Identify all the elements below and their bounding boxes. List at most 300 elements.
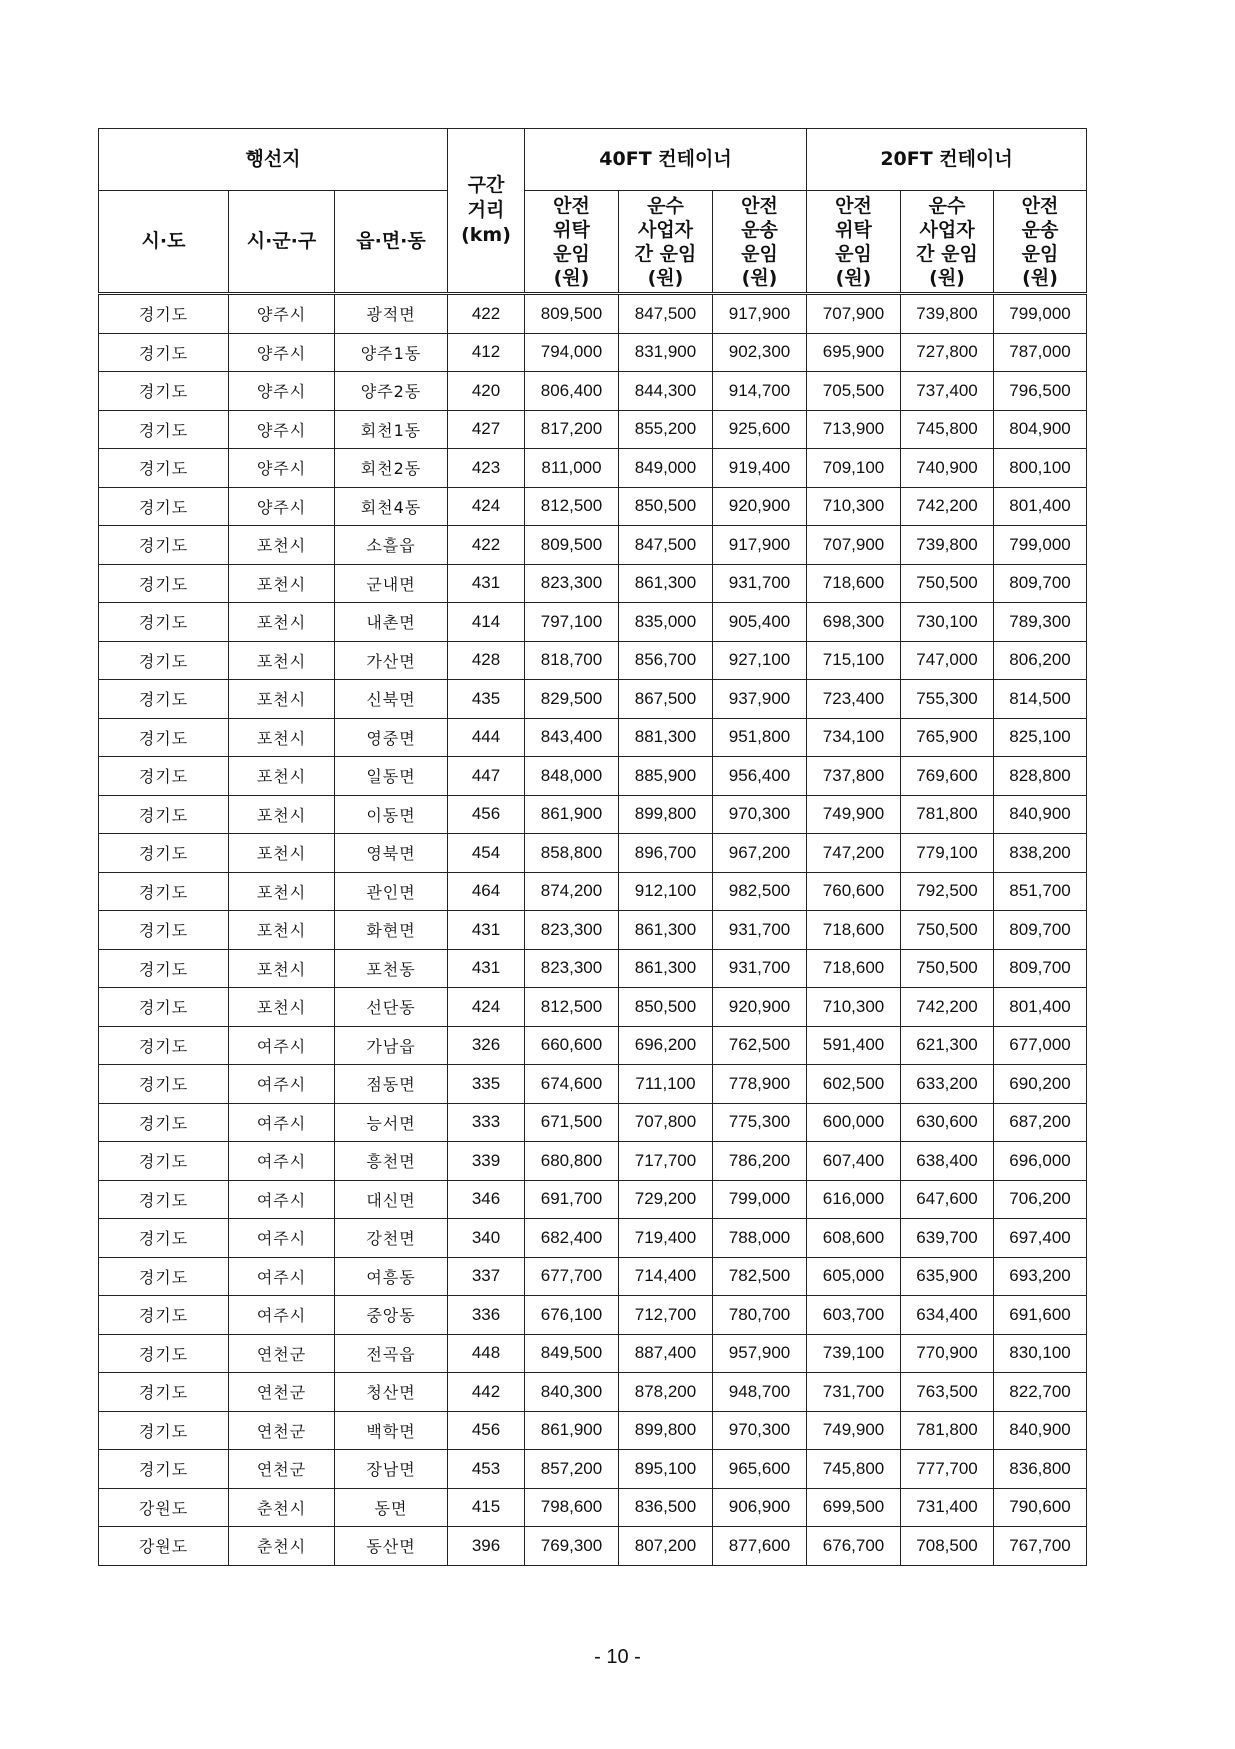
table-cell: 회천4동	[335, 487, 448, 526]
fare-subheader: 안전 운송 운임 (원)	[994, 191, 1087, 294]
table-cell: 835,000	[619, 603, 713, 642]
table-cell: 829,500	[525, 680, 619, 719]
table-row	[99, 333, 1087, 372]
table-cell: 717,700	[619, 1142, 713, 1181]
table-cell: 931,700	[713, 911, 807, 950]
table-cell: 333	[448, 1103, 525, 1142]
table-cell: 635,900	[901, 1257, 994, 1296]
table-cell: 856,700	[619, 641, 713, 680]
table-cell: 849,500	[525, 1334, 619, 1373]
table-cell: 경기도	[99, 1296, 229, 1335]
table-cell: 831,900	[619, 333, 713, 372]
table-cell: 817,200	[525, 410, 619, 449]
table-cell: 861,300	[619, 564, 713, 603]
fare-subheader: 안전 위탁 운임 (원)	[807, 191, 901, 294]
table-cell: 718,600	[807, 949, 901, 988]
table-cell: 591,400	[807, 1026, 901, 1065]
table-cell: 850,500	[619, 487, 713, 526]
table-cell: 799,000	[713, 1180, 807, 1219]
table-cell: 931,700	[713, 564, 807, 603]
table-cell: 여주시	[229, 1065, 335, 1104]
table-cell: 804,900	[994, 410, 1087, 449]
table-cell: 695,900	[807, 333, 901, 372]
table-row	[99, 1180, 1087, 1219]
table-cell: 797,100	[525, 603, 619, 642]
table-cell: 698,300	[807, 603, 901, 642]
table-cell: 734,100	[807, 718, 901, 757]
table-row	[99, 834, 1087, 873]
table-cell: 경기도	[99, 372, 229, 411]
table-cell: 737,800	[807, 757, 901, 796]
table-row	[99, 641, 1087, 680]
table-cell: 340	[448, 1219, 525, 1258]
table-cell: 927,100	[713, 641, 807, 680]
table-cell: 경기도	[99, 487, 229, 526]
table-cell: 967,200	[713, 834, 807, 873]
table-cell: 919,400	[713, 449, 807, 488]
table-cell: 844,300	[619, 372, 713, 411]
table-cell: 454	[448, 834, 525, 873]
table-cell: 855,200	[619, 410, 713, 449]
table-cell: 687,200	[994, 1103, 1087, 1142]
table-cell: 경기도	[99, 1257, 229, 1296]
table-cell: 799,000	[994, 526, 1087, 565]
table-cell: 917,900	[713, 526, 807, 565]
table-cell: 396	[448, 1527, 525, 1566]
table-cell: 777,700	[901, 1450, 994, 1489]
table-row	[99, 526, 1087, 565]
table-row	[99, 564, 1087, 603]
table-row	[99, 680, 1087, 719]
table-cell: 782,500	[713, 1257, 807, 1296]
table-cell: 742,200	[901, 988, 994, 1027]
table-cell: 858,800	[525, 834, 619, 873]
table-cell: 447	[448, 757, 525, 796]
table-cell: 중앙동	[335, 1296, 448, 1335]
table-cell: 676,100	[525, 1296, 619, 1335]
table-cell: 포천동	[335, 949, 448, 988]
table-cell: 602,500	[807, 1065, 901, 1104]
table-cell: 동산면	[335, 1527, 448, 1566]
table-cell: 422	[448, 526, 525, 565]
table-cell: 경기도	[99, 449, 229, 488]
table-cell: 424	[448, 988, 525, 1027]
table-cell: 906,900	[713, 1488, 807, 1527]
table-cell: 836,500	[619, 1488, 713, 1527]
table-row	[99, 1527, 1087, 1566]
table-cell: 660,600	[525, 1026, 619, 1065]
table-cell: 677,000	[994, 1026, 1087, 1065]
table-cell: 448	[448, 1334, 525, 1373]
table-cell: 634,400	[901, 1296, 994, 1335]
table-cell: 회천2동	[335, 449, 448, 488]
table-cell: 788,000	[713, 1219, 807, 1258]
table-cell: 339	[448, 1142, 525, 1181]
table-cell: 포천시	[229, 795, 335, 834]
table-cell: 600,000	[807, 1103, 901, 1142]
table-cell: 710,300	[807, 487, 901, 526]
table-cell: 798,600	[525, 1488, 619, 1527]
table-cell: 경기도	[99, 834, 229, 873]
table-cell: 755,300	[901, 680, 994, 719]
table-cell: 456	[448, 1411, 525, 1450]
table-cell: 710,300	[807, 988, 901, 1027]
fare-table	[98, 128, 1087, 1566]
table-cell: 포천시	[229, 641, 335, 680]
table-cell: 경기도	[99, 1026, 229, 1065]
sigungu-header: 시·군·구	[229, 191, 335, 294]
table-cell: 775,300	[713, 1103, 807, 1142]
table-cell: 849,000	[619, 449, 713, 488]
table-cell: 780,700	[713, 1296, 807, 1335]
table-cell: 914,700	[713, 372, 807, 411]
table-cell: 917,900	[713, 294, 807, 334]
table-cell: 414	[448, 603, 525, 642]
table-cell: 699,500	[807, 1488, 901, 1527]
table-cell: 포천시	[229, 564, 335, 603]
sido-header: 시·도	[99, 191, 229, 294]
table-cell: 823,300	[525, 949, 619, 988]
table-cell: 790,600	[994, 1488, 1087, 1527]
table-cell: 이동면	[335, 795, 448, 834]
table-cell: 회천1동	[335, 410, 448, 449]
table-cell: 861,900	[525, 1411, 619, 1450]
table-cell: 781,800	[901, 1411, 994, 1450]
table-cell: 730,100	[901, 603, 994, 642]
table-cell: 가산면	[335, 641, 448, 680]
table-cell: 847,500	[619, 526, 713, 565]
table-cell: 431	[448, 949, 525, 988]
table-cell: 781,800	[901, 795, 994, 834]
table-cell: 관인면	[335, 872, 448, 911]
table-cell: 326	[448, 1026, 525, 1065]
table-cell: 431	[448, 564, 525, 603]
table-cell: 951,800	[713, 718, 807, 757]
table-cell: 970,300	[713, 1411, 807, 1450]
table-cell: 포천시	[229, 526, 335, 565]
table-cell: 840,900	[994, 1411, 1087, 1450]
table-row	[99, 1142, 1087, 1181]
table-cell: 861,300	[619, 949, 713, 988]
table-cell: 800,100	[994, 449, 1087, 488]
table-cell: 707,900	[807, 294, 901, 334]
table-cell: 여주시	[229, 1026, 335, 1065]
distance-header-line: 구간	[467, 174, 505, 196]
table-cell: 902,300	[713, 333, 807, 372]
table-cell: 749,900	[807, 795, 901, 834]
table-cell: 770,900	[901, 1334, 994, 1373]
table-cell: 경기도	[99, 1450, 229, 1489]
table-cell: 742,200	[901, 487, 994, 526]
table-cell: 789,300	[994, 603, 1087, 642]
page-number: - 10 -	[594, 1646, 641, 1668]
table-cell: 851,700	[994, 872, 1087, 911]
table-cell: 양주시	[229, 333, 335, 372]
table-cell: 630,600	[901, 1103, 994, 1142]
table-cell: 영북면	[335, 834, 448, 873]
table-cell: 706,200	[994, 1180, 1087, 1219]
table-cell: 812,500	[525, 487, 619, 526]
table-cell: 806,200	[994, 641, 1087, 680]
table-cell: 807,200	[619, 1527, 713, 1566]
table-cell: 982,500	[713, 872, 807, 911]
table-row	[99, 718, 1087, 757]
table-cell: 336	[448, 1296, 525, 1335]
table-cell: 경기도	[99, 333, 229, 372]
table-cell: 가남읍	[335, 1026, 448, 1065]
table-cell: 809,700	[994, 564, 1087, 603]
table-cell: 대신면	[335, 1180, 448, 1219]
table-cell: 여주시	[229, 1296, 335, 1335]
table-cell: 포천시	[229, 911, 335, 950]
table-cell: 포천시	[229, 988, 335, 1027]
table-header	[99, 129, 1087, 294]
destination-header: 행선지	[99, 129, 448, 191]
table-cell: 여주시	[229, 1180, 335, 1219]
table-cell: 경기도	[99, 872, 229, 911]
table-cell: 경기도	[99, 1065, 229, 1104]
table-cell: 전곡읍	[335, 1334, 448, 1373]
table-cell: 포천시	[229, 603, 335, 642]
table-cell: 745,800	[901, 410, 994, 449]
table-cell: 809,500	[525, 294, 619, 334]
table-cell: 676,700	[807, 1527, 901, 1566]
table-cell: 431	[448, 911, 525, 950]
table-cell: 739,100	[807, 1334, 901, 1373]
table-cell: 경기도	[99, 294, 229, 334]
table-cell: 435	[448, 680, 525, 719]
table-cell: 874,200	[525, 872, 619, 911]
table-cell: 점동면	[335, 1065, 448, 1104]
table-cell: 809,700	[994, 949, 1087, 988]
table-cell: 792,500	[901, 872, 994, 911]
table-cell: 포천시	[229, 949, 335, 988]
table-cell: 747,000	[901, 641, 994, 680]
table-cell: 621,300	[901, 1026, 994, 1065]
table-cell: 영중면	[335, 718, 448, 757]
table-cell: 925,600	[713, 410, 807, 449]
table-cell: 양주2동	[335, 372, 448, 411]
table-cell: 881,300	[619, 718, 713, 757]
table-cell: 745,800	[807, 1450, 901, 1489]
table-cell: 여흥동	[335, 1257, 448, 1296]
table-cell: 691,700	[525, 1180, 619, 1219]
table-cell: 양주시	[229, 294, 335, 334]
table-cell: 778,900	[713, 1065, 807, 1104]
table-cell: 양주1동	[335, 333, 448, 372]
table-cell: 여주시	[229, 1219, 335, 1258]
table-cell: 747,200	[807, 834, 901, 873]
fare-subheader: 안전 운송 운임 (원)	[713, 191, 807, 294]
table-cell: 603,700	[807, 1296, 901, 1335]
fare-subheader: 운수 사업자 간 운임 (원)	[619, 191, 713, 294]
table-cell: 762,500	[713, 1026, 807, 1065]
table-row	[99, 1411, 1087, 1450]
table-cell: 739,800	[901, 294, 994, 334]
table-cell: 727,800	[901, 333, 994, 372]
table-cell: 춘천시	[229, 1527, 335, 1566]
table-row	[99, 1103, 1087, 1142]
table-cell: 428	[448, 641, 525, 680]
table-cell: 763,500	[901, 1373, 994, 1412]
table-cell: 843,400	[525, 718, 619, 757]
table-cell: 769,300	[525, 1527, 619, 1566]
table-cell: 680,800	[525, 1142, 619, 1181]
table-cell: 878,200	[619, 1373, 713, 1412]
table-cell: 796,500	[994, 372, 1087, 411]
table-cell: 712,700	[619, 1296, 713, 1335]
table-row	[99, 911, 1087, 950]
table-row	[99, 449, 1087, 488]
table-cell: 강원도	[99, 1488, 229, 1527]
table-cell: 708,500	[901, 1527, 994, 1566]
table-cell: 718,600	[807, 564, 901, 603]
table-cell: 693,200	[994, 1257, 1087, 1296]
table-cell: 828,800	[994, 757, 1087, 796]
table-cell: 750,500	[901, 949, 994, 988]
table-cell: 896,700	[619, 834, 713, 873]
table-cell: 포천시	[229, 757, 335, 796]
table-cell: 731,700	[807, 1373, 901, 1412]
table-cell: 444	[448, 718, 525, 757]
table-cell: 백학면	[335, 1411, 448, 1450]
table-cell: 823,300	[525, 911, 619, 950]
table-cell: 836,800	[994, 1450, 1087, 1489]
table-row	[99, 410, 1087, 449]
table-cell: 707,900	[807, 526, 901, 565]
table-cell: 337	[448, 1257, 525, 1296]
table-cell: 740,900	[901, 449, 994, 488]
table-cell: 경기도	[99, 795, 229, 834]
table-cell: 696,000	[994, 1142, 1087, 1181]
table-cell: 능서면	[335, 1103, 448, 1142]
table-row	[99, 872, 1087, 911]
table-cell: 453	[448, 1450, 525, 1489]
table-cell: 965,600	[713, 1450, 807, 1489]
table-cell: 포천시	[229, 872, 335, 911]
table-cell: 794,000	[525, 333, 619, 372]
table-cell: 779,100	[901, 834, 994, 873]
table-cell: 경기도	[99, 1219, 229, 1258]
eupmyeondong-header: 읍·면·동	[335, 191, 448, 294]
table-cell: 420	[448, 372, 525, 411]
table-cell: 연천군	[229, 1411, 335, 1450]
table-cell: 719,400	[619, 1219, 713, 1258]
table-cell: 경기도	[99, 526, 229, 565]
table-cell: 여주시	[229, 1257, 335, 1296]
table-cell: 경기도	[99, 988, 229, 1027]
table-cell: 750,500	[901, 911, 994, 950]
table-cell: 737,400	[901, 372, 994, 411]
table-cell: 포천시	[229, 680, 335, 719]
table-cell: 양주시	[229, 449, 335, 488]
table-cell: 464	[448, 872, 525, 911]
table-cell: 887,400	[619, 1334, 713, 1373]
table-cell: 920,900	[713, 487, 807, 526]
table-cell: 809,700	[994, 911, 1087, 950]
table-cell: 강원도	[99, 1527, 229, 1566]
table-cell: 여주시	[229, 1142, 335, 1181]
table-row	[99, 949, 1087, 988]
table-cell: 포천시	[229, 834, 335, 873]
table-cell: 608,600	[807, 1219, 901, 1258]
table-cell: 포천시	[229, 718, 335, 757]
table-cell: 경기도	[99, 680, 229, 719]
table-cell: 840,900	[994, 795, 1087, 834]
table-cell: 885,900	[619, 757, 713, 796]
table-cell: 경기도	[99, 1373, 229, 1412]
table-cell: 일동면	[335, 757, 448, 796]
table-cell: 714,400	[619, 1257, 713, 1296]
table-row	[99, 1488, 1087, 1527]
table-cell: 711,100	[619, 1065, 713, 1104]
distance-header	[448, 129, 525, 294]
table-cell: 705,500	[807, 372, 901, 411]
table-cell: 424	[448, 487, 525, 526]
table-row	[99, 1065, 1087, 1104]
table-cell: 춘천시	[229, 1488, 335, 1527]
table-cell: 690,200	[994, 1065, 1087, 1104]
table-cell: 경기도	[99, 1180, 229, 1219]
table-cell: 346	[448, 1180, 525, 1219]
table-cell: 769,600	[901, 757, 994, 796]
table-cell: 선단동	[335, 988, 448, 1027]
table-cell: 674,600	[525, 1065, 619, 1104]
table-cell: 731,400	[901, 1488, 994, 1527]
table-cell: 456	[448, 795, 525, 834]
table-cell: 양주시	[229, 487, 335, 526]
table-cell: 경기도	[99, 641, 229, 680]
table-cell: 749,900	[807, 1411, 901, 1450]
table-cell: 956,400	[713, 757, 807, 796]
table-cell: 847,500	[619, 294, 713, 334]
table-cell: 723,400	[807, 680, 901, 719]
table-cell: 내촌면	[335, 603, 448, 642]
table-cell: 경기도	[99, 718, 229, 757]
table-cell: 639,700	[901, 1219, 994, 1258]
table-cell: 801,400	[994, 988, 1087, 1027]
table-cell: 442	[448, 1373, 525, 1412]
table-cell: 905,400	[713, 603, 807, 642]
table-cell: 강천면	[335, 1219, 448, 1258]
table-cell: 671,500	[525, 1103, 619, 1142]
table-cell: 786,200	[713, 1142, 807, 1181]
table-cell: 동면	[335, 1488, 448, 1527]
table-cell: 335	[448, 1065, 525, 1104]
table-cell: 857,200	[525, 1450, 619, 1489]
table-cell: 화현면	[335, 911, 448, 950]
table-cell: 767,700	[994, 1527, 1087, 1566]
table-cell: 861,300	[619, 911, 713, 950]
table-cell: 709,100	[807, 449, 901, 488]
table-row	[99, 487, 1087, 526]
table-cell: 920,900	[713, 988, 807, 1027]
container-20ft-header: 20FT 컨테이너	[807, 129, 1087, 191]
table-cell: 여주시	[229, 1103, 335, 1142]
table-cell: 682,400	[525, 1219, 619, 1258]
table-cell: 801,400	[994, 487, 1087, 526]
table-cell: 691,600	[994, 1296, 1087, 1335]
table-cell: 군내면	[335, 564, 448, 603]
table-cell: 718,600	[807, 911, 901, 950]
table-row	[99, 757, 1087, 796]
table-cell: 경기도	[99, 949, 229, 988]
table-cell: 양주시	[229, 372, 335, 411]
table-cell: 850,500	[619, 988, 713, 1027]
table-cell: 경기도	[99, 757, 229, 796]
table-cell: 647,600	[901, 1180, 994, 1219]
table-cell: 427	[448, 410, 525, 449]
